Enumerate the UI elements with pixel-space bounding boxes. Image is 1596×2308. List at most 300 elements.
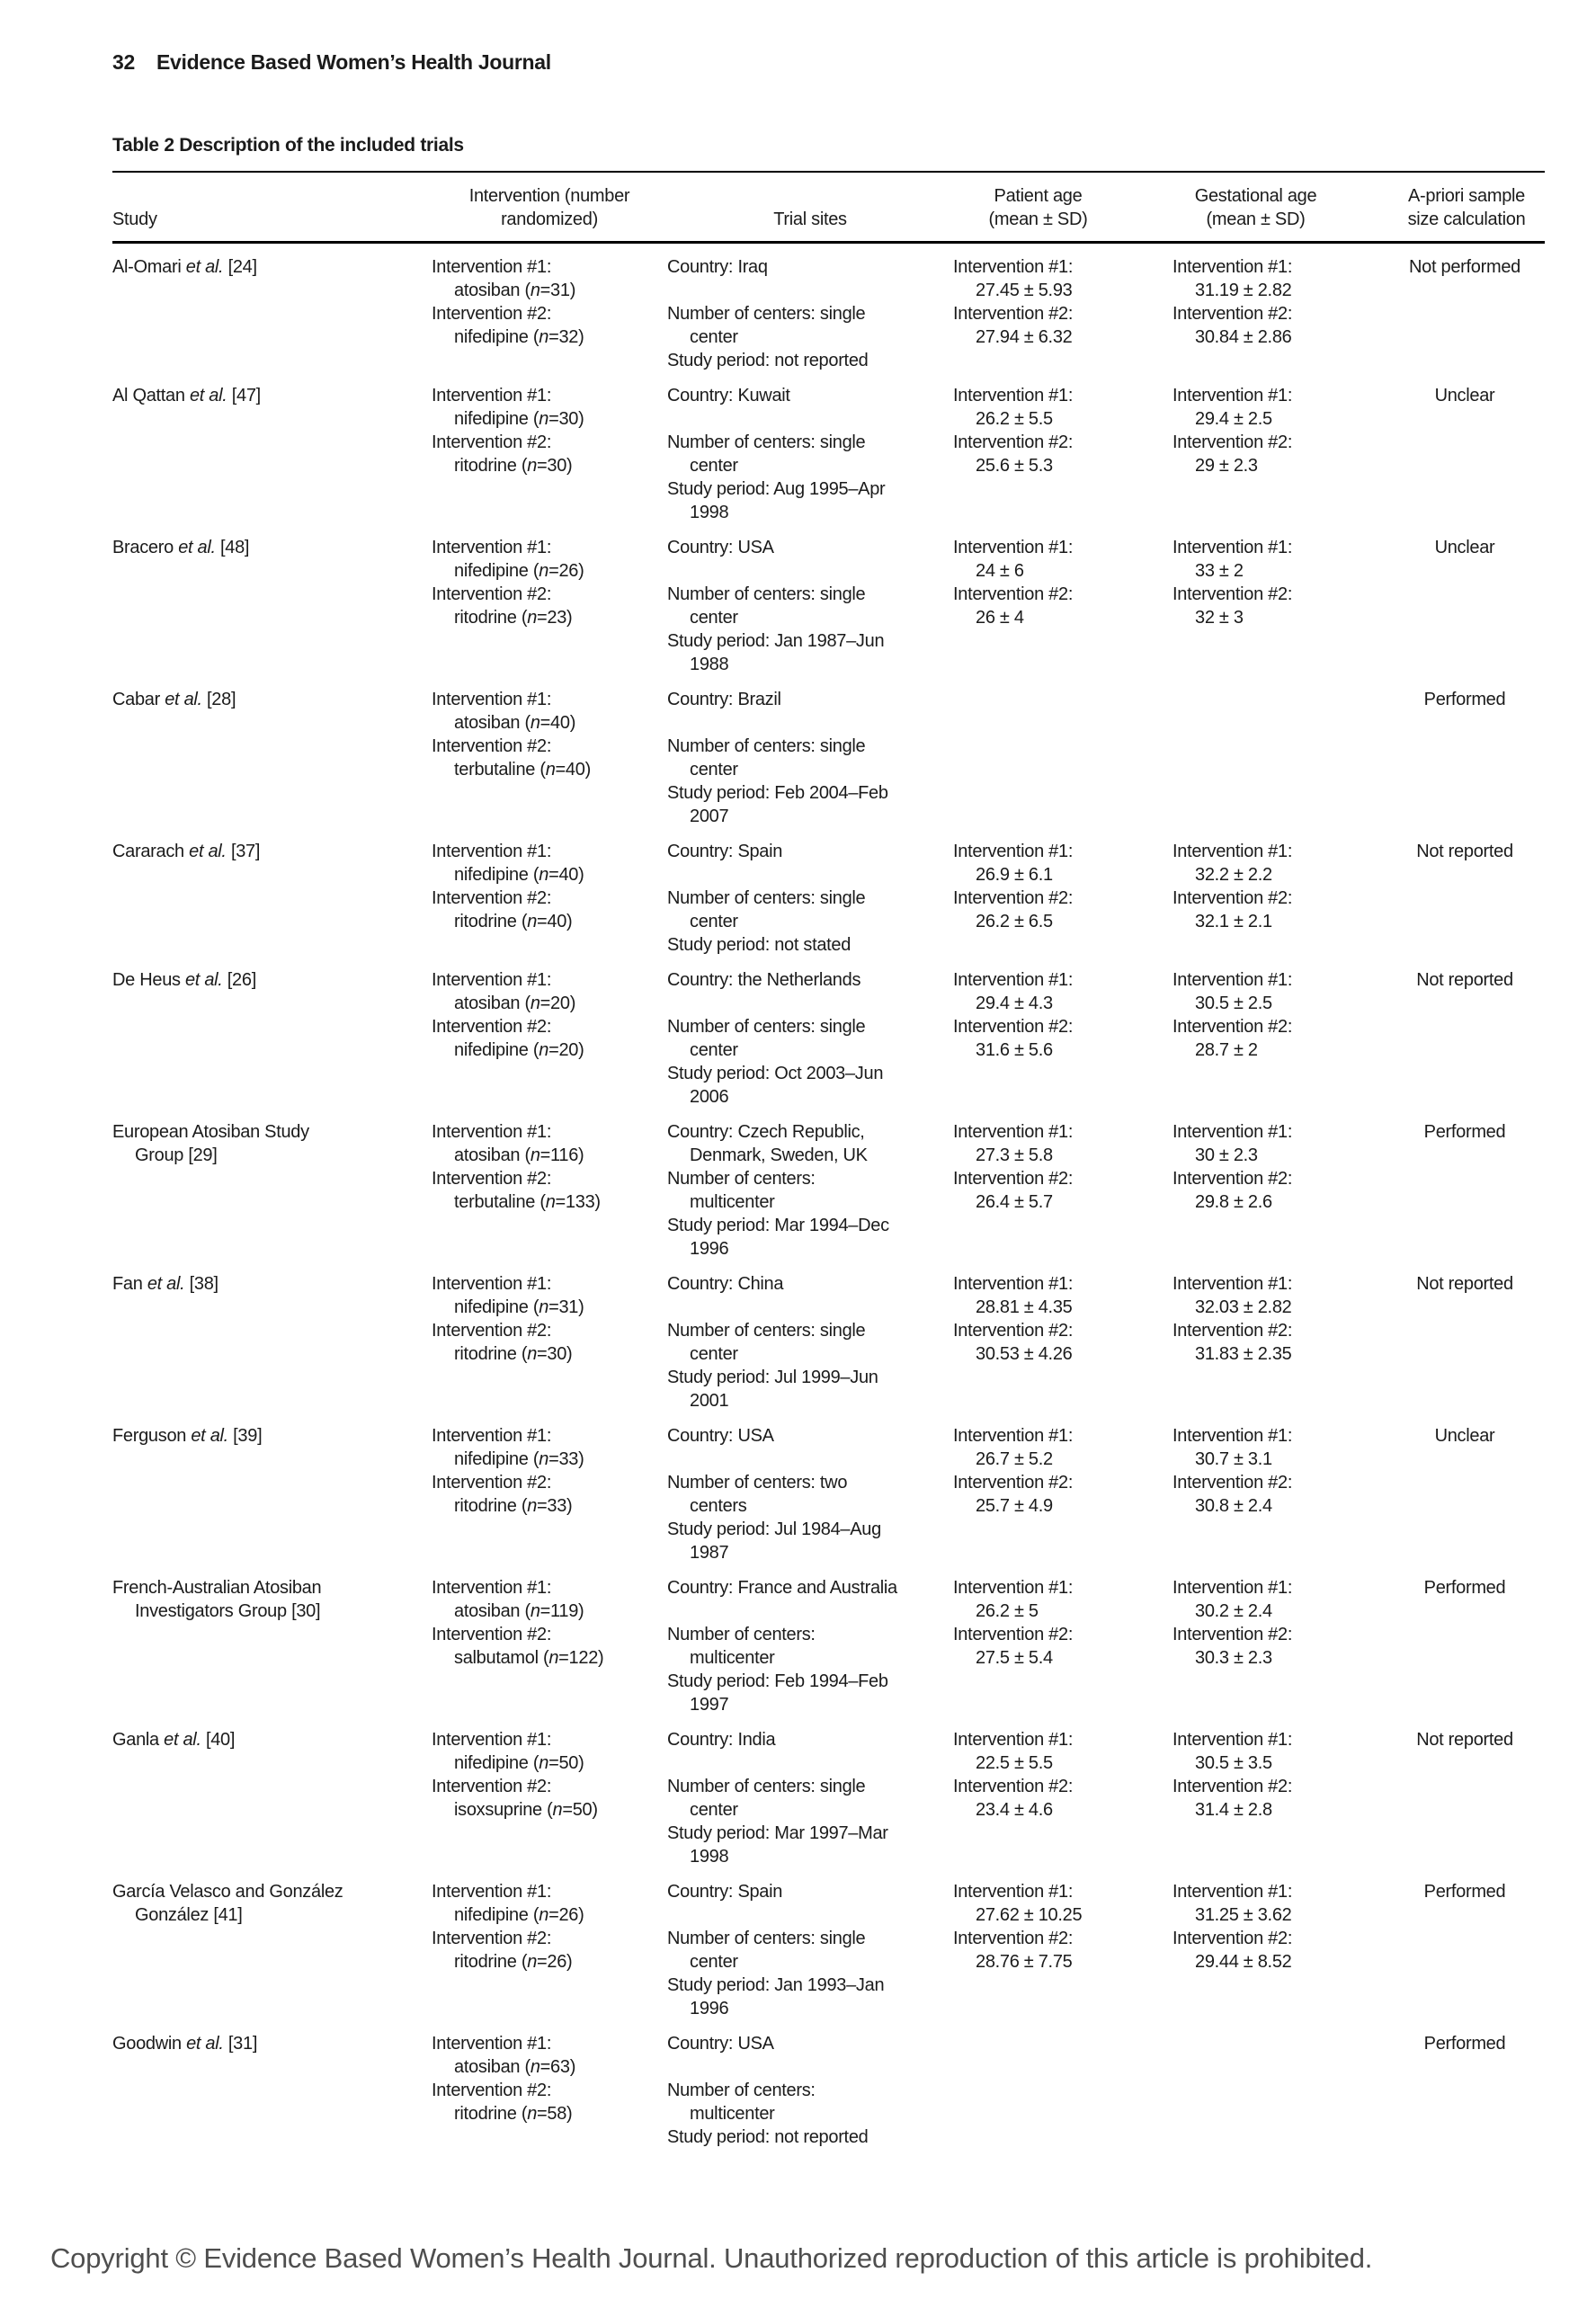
apriori-sample-size-cell: [1388, 1109, 1545, 1261]
apriori-sample-size-cell: [1388, 828, 1545, 957]
gestational-age-cell: [1172, 957, 1388, 1109]
cell-block: [432, 1319, 656, 1366]
text-line: Study period: Oct 2003–Jun: [667, 1064, 884, 1083]
study-cell: [112, 243, 432, 373]
cell-block: [432, 384, 656, 431]
text-line: Intervention #2:: [953, 1169, 1074, 1189]
text-line: Intervention #2:: [1172, 1777, 1293, 1796]
cell-block: [432, 735, 656, 781]
text-line: Country: France and Australia: [667, 1578, 897, 1598]
intervention-cell: [432, 524, 667, 676]
text-line: Ferguson et al. [39]: [112, 1426, 263, 1446]
text-line: 30.2 ± 2.4: [1195, 1601, 1272, 1621]
text-line: Intervention #1:: [1172, 1730, 1293, 1750]
cell-block: [953, 536, 1162, 583]
text-line: Intervention #2:: [1172, 304, 1293, 324]
text-line: atosiban (n=40): [454, 713, 576, 733]
text-line: Intervention #2:: [432, 584, 552, 604]
text-line: nifedipine (n=50): [454, 1753, 584, 1773]
text-line: 26 ± 4: [976, 608, 1024, 628]
text-line: Intervention #2:: [1172, 1017, 1293, 1037]
text-line: 28.7 ± 2: [1195, 1040, 1258, 1060]
text-line: Number of centers: single: [667, 888, 866, 908]
text-line: Intervention #1:: [953, 1882, 1074, 1902]
text-line: Intervention #2:: [1172, 1625, 1293, 1644]
text-line: Number of centers:: [667, 1169, 816, 1189]
table-row: [112, 2020, 1545, 2149]
gestational-age-cell: [1172, 828, 1388, 957]
trial-sites-cell: [667, 243, 953, 373]
cell-block: [667, 1366, 942, 1412]
text-line: Intervention #1:: [953, 1426, 1074, 1446]
text-line: 31.6 ± 5.6: [976, 1040, 1053, 1060]
study-cell: [112, 1412, 432, 1564]
copyright-footer: Copyright © Evidence Based Women’s Health Journal. Unauthorized reproduction of this article is prohibited.: [50, 2242, 1373, 2274]
text-line: Country: the Netherlands: [667, 970, 861, 990]
cell-block: [1172, 1424, 1378, 1471]
text-line: atosiban (n=20): [454, 994, 576, 1013]
table-row: [112, 1412, 1545, 1564]
text-line: Intervention #2:: [432, 888, 552, 908]
text-line: Intervention #1:: [1172, 538, 1293, 557]
text-line: center: [690, 608, 738, 628]
text-line: Fan et al. [38]: [112, 1274, 218, 1294]
page-header: [112, 50, 551, 75]
text-line: Intervention #2:: [432, 2081, 552, 2100]
cell-block: [667, 781, 942, 828]
text-line: 32.2 ± 2.2: [1195, 865, 1272, 885]
text-line: Not performed: [1409, 257, 1520, 277]
cell-block: [667, 735, 942, 781]
cell-block: [667, 349, 942, 372]
study-cell: [112, 524, 432, 676]
gestational-age-cell: [1172, 1109, 1388, 1261]
table-body: [112, 243, 1545, 2150]
cell-block: [667, 1471, 942, 1518]
cell-block: [667, 1518, 942, 1564]
journal-name: Evidence Based Women’s Health Journal: [156, 50, 551, 74]
cell-block: [667, 1728, 942, 1775]
text-line: Intervention #1:: [432, 1578, 552, 1598]
text-line: center: [690, 912, 738, 931]
text-line: Country: Spain: [667, 1882, 783, 1902]
text-line: Intervention #2:: [432, 304, 552, 324]
text-line: Intervention #1:: [432, 538, 552, 557]
text-line: 27.94 ± 6.32: [976, 327, 1073, 347]
cell-block: [1172, 1576, 1378, 1623]
text-line: multicenter: [690, 1648, 775, 1668]
cell-block: [1172, 1015, 1378, 1062]
text-line: Intervention #1:: [953, 1122, 1074, 1142]
text-line: 23.4 ± 4.6: [976, 1800, 1053, 1820]
cell-block: [1172, 840, 1378, 887]
text-line: Intervention #2:: [432, 1169, 552, 1189]
text-line: 30.3 ± 2.3: [1195, 1648, 1272, 1668]
cell-block: [667, 2032, 942, 2079]
study-cell: [112, 1261, 432, 1412]
cell-block: [432, 968, 656, 1015]
text-line: ritodrine (n=30): [454, 456, 573, 476]
text-line: ritodrine (n=40): [454, 912, 573, 931]
cell-block: [953, 583, 1162, 629]
text-line: 2001: [690, 1391, 729, 1411]
text-line: 31.83 ± 2.35: [1195, 1344, 1292, 1364]
text-line: Intervention #2:: [432, 1473, 552, 1493]
trial-sites-cell: [667, 1564, 953, 1716]
cell-block: [667, 840, 942, 887]
text-line: nifedipine (n=26): [454, 1905, 584, 1925]
text-line: Intervention #1:: [432, 1274, 552, 1294]
cell-block: [1172, 968, 1378, 1015]
text-line: Study period: not reported: [667, 2127, 869, 2147]
text-line: Country: Brazil: [667, 690, 781, 709]
text-line: multicenter: [690, 2104, 775, 2124]
text-line: 25.6 ± 5.3: [976, 456, 1053, 476]
apriori-sample-size-cell: [1388, 676, 1545, 828]
text-line: European Atosiban Study: [112, 1122, 309, 1142]
text-line: Intervention #1:: [1172, 1274, 1293, 1294]
patient-age-cell: [953, 372, 1172, 524]
intervention-cell: [432, 1564, 667, 1716]
col-header-sites: [667, 172, 953, 243]
table-row: [112, 1109, 1545, 1261]
study-cell: [112, 676, 432, 828]
cell-block: [432, 583, 656, 629]
text-line: Cararach et al. [37]: [112, 842, 261, 861]
cell-block: [1172, 1880, 1378, 1927]
text-line: size calculation: [1407, 209, 1526, 229]
text-line: Intervention #1:: [953, 1274, 1074, 1294]
text-line: Number of centers: two: [667, 1473, 848, 1493]
text-line: atosiban (n=119): [454, 1601, 584, 1621]
text-line: center: [690, 1952, 738, 1972]
text-line: Number of centers: single: [667, 584, 866, 604]
text-line: García Velasco and González: [112, 1882, 343, 1902]
cell-block: [667, 1775, 942, 1822]
text-line: Goodwin et al. [31]: [112, 2034, 258, 2054]
text-line: Al Qattan et al. [47]: [112, 386, 261, 405]
apriori-sample-size-cell: [1388, 243, 1545, 373]
text-line: Intervention #1:: [953, 538, 1074, 557]
apriori-sample-size-cell: [1388, 1868, 1545, 2020]
table-row: [112, 1868, 1545, 2020]
text-line: 22.5 ± 5.5: [976, 1753, 1053, 1773]
text-line: Intervention (number: [468, 186, 630, 206]
cell-block: [667, 887, 942, 933]
col-header-study: [112, 172, 432, 243]
text-line: Intervention #1:: [953, 842, 1074, 861]
cell-block: [432, 1120, 656, 1167]
text-line: 29.4 ± 2.5: [1195, 409, 1272, 429]
text-line: Country: Iraq: [667, 257, 768, 277]
cell-block: [1172, 1623, 1378, 1670]
cell-block: [667, 933, 942, 957]
text-line: 2006: [690, 1087, 729, 1107]
trial-sites-cell: [667, 1261, 953, 1412]
study-cell: [112, 1109, 432, 1261]
trial-sites-cell: [667, 2020, 953, 2149]
trials-table: [112, 171, 1545, 2149]
text-line: center: [690, 1344, 738, 1364]
gestational-age-cell: [1172, 1564, 1388, 1716]
text-line: atosiban (n=63): [454, 2057, 576, 2077]
cell-block: [667, 302, 942, 349]
study-cell: [112, 1868, 432, 2020]
text-line: terbutaline (n=40): [454, 760, 591, 780]
text-line: 1996: [690, 1999, 729, 2018]
cell-block: [953, 302, 1162, 349]
text-line: Study period: Jan 1987–Jun: [667, 631, 885, 651]
text-line: Not reported: [1416, 970, 1513, 990]
text-line: 26.7 ± 5.2: [976, 1449, 1053, 1469]
study-cell: [112, 2020, 432, 2149]
cell-block: [953, 968, 1162, 1015]
text-line: 31.4 ± 2.8: [1195, 1800, 1272, 1820]
patient-age-cell: [953, 1564, 1172, 1716]
table-row: [112, 828, 1545, 957]
gestational-age-cell: [1172, 372, 1388, 524]
text-line: Intervention #1:: [432, 386, 552, 405]
text-line: Intervention #2:: [953, 888, 1074, 908]
apriori-sample-size-cell: [1388, 957, 1545, 1109]
text-line: Intervention #2:: [1172, 584, 1293, 604]
text-line: Intervention #2:: [432, 736, 552, 756]
text-line: Group [29]: [135, 1145, 218, 1165]
text-line: 32 ± 3: [1195, 608, 1244, 628]
text-line: Gestational age: [1194, 186, 1317, 206]
cell-block: [953, 255, 1162, 302]
text-line: Intervention #1:: [432, 2034, 552, 2054]
text-line: 33 ± 2: [1195, 561, 1244, 581]
trial-sites-cell: [667, 1716, 953, 1868]
cell-block: [953, 1728, 1162, 1775]
text-line: Study period: Mar 1994–Dec: [667, 1216, 889, 1235]
table-header-row: [112, 172, 1545, 243]
trial-sites-cell: [667, 828, 953, 957]
cell-block: [667, 1062, 942, 1109]
text-line: 26.2 ± 5: [976, 1601, 1039, 1621]
text-line: 29.8 ± 2.6: [1195, 1192, 1272, 1212]
intervention-cell: [432, 1412, 667, 1564]
intervention-cell: [432, 676, 667, 828]
text-line: Unclear: [1434, 386, 1495, 405]
text-line: 28.76 ± 7.75: [976, 1952, 1073, 1972]
text-line: Study period: Jul 1999–Jun: [667, 1368, 878, 1387]
cell-block: [432, 2079, 656, 2125]
col-header-patient-age: [953, 172, 1172, 243]
text-line: Number of centers: single: [667, 736, 866, 756]
cell-block: [1172, 302, 1378, 349]
intervention-cell: [432, 957, 667, 1109]
cell-block: [432, 1576, 656, 1623]
patient-age-cell: [953, 1109, 1172, 1261]
text-line: Investigators Group [30]: [135, 1601, 321, 1621]
cell-block: [667, 583, 942, 629]
text-line: 27.62 ± 10.25: [976, 1905, 1083, 1925]
cell-block: [953, 1167, 1162, 1214]
text-line: nifedipine (n=30): [454, 409, 584, 429]
cell-block: [667, 1167, 942, 1214]
cell-block: [1172, 1272, 1378, 1319]
text-line: 29 ± 2.3: [1195, 456, 1258, 476]
text-line: Intervention #1:: [432, 1882, 552, 1902]
text-line: 1988: [690, 655, 729, 674]
text-line: 27.45 ± 5.93: [976, 281, 1073, 300]
text-line: 31.25 ± 3.62: [1195, 1905, 1292, 1925]
text-line: Study period: Feb 1994–Feb: [667, 1671, 888, 1691]
cell-block: [667, 1120, 942, 1167]
text-line: Intervention #1:: [1172, 1578, 1293, 1598]
table-row: [112, 957, 1545, 1109]
text-line: Number of centers: single: [667, 1017, 866, 1037]
table-header: [112, 172, 1545, 243]
text-line: randomized): [501, 209, 598, 229]
cell-block: [667, 1822, 942, 1868]
text-line: Intervention #1:: [432, 1730, 552, 1750]
patient-age-cell: [953, 828, 1172, 957]
gestational-age-cell: [1172, 243, 1388, 373]
cell-block: [953, 1927, 1162, 1974]
cell-block: [432, 1015, 656, 1062]
text-line: 1997: [690, 1695, 729, 1715]
cell-block: [667, 1272, 942, 1319]
text-line: 26.2 ± 6.5: [976, 912, 1053, 931]
text-line: Intervention #1:: [432, 690, 552, 709]
table-row: [112, 243, 1545, 373]
text-line: 30.5 ± 2.5: [1195, 994, 1272, 1013]
text-line: Number of centers: single: [667, 1929, 866, 1948]
text-line: nifedipine (n=32): [454, 327, 584, 347]
table-title: Table 2 Description of the included trials: [112, 135, 464, 156]
cell-block: [953, 1880, 1162, 1927]
text-line: Intervention #1:: [953, 1578, 1074, 1598]
cell-block: [1172, 536, 1378, 583]
table-row: [112, 1261, 1545, 1412]
patient-age-cell: [953, 1261, 1172, 1412]
cell-block: [1172, 255, 1378, 302]
text-line: Not reported: [1416, 842, 1513, 861]
cell-block: [667, 1319, 942, 1366]
cell-block: [432, 1167, 656, 1214]
text-line: Intervention #1:: [432, 1122, 552, 1142]
cell-block: [953, 840, 1162, 887]
trial-sites-cell: [667, 1109, 953, 1261]
patient-age-cell: [953, 524, 1172, 676]
text-line: Intervention #1:: [432, 970, 552, 990]
text-line: 30.53 ± 4.26: [976, 1344, 1073, 1364]
trial-sites-cell: [667, 524, 953, 676]
text-line: 1987: [690, 1543, 729, 1563]
col-header-gestational-age: [1172, 172, 1388, 243]
apriori-sample-size-cell: [1388, 2020, 1545, 2149]
cell-block: [1172, 431, 1378, 477]
apriori-sample-size-cell: [1388, 1716, 1545, 1868]
cell-block: [432, 840, 656, 887]
cell-block: [667, 1424, 942, 1471]
text-line: 31.19 ± 2.82: [1195, 281, 1292, 300]
text-line: Intervention #2:: [432, 1017, 552, 1037]
text-line: Country: Czech Republic,: [667, 1122, 865, 1142]
text-line: center: [690, 327, 738, 347]
cell-block: [432, 302, 656, 349]
apriori-sample-size-cell: [1388, 372, 1545, 524]
text-line: Study period: not stated: [667, 935, 851, 955]
gestational-age-cell: [1172, 524, 1388, 676]
text-line: A-priori sample: [1408, 186, 1525, 206]
cell-block: [667, 2125, 942, 2149]
text-line: ritodrine (n=26): [454, 1952, 573, 1972]
table-row: [112, 676, 1545, 828]
text-line: 30.5 ± 3.5: [1195, 1753, 1272, 1773]
text-line: Not reported: [1416, 1274, 1513, 1294]
patient-age-cell: [953, 243, 1172, 373]
text-line: Intervention #1:: [432, 842, 552, 861]
study-cell: [112, 1564, 432, 1716]
text-line: Intervention #1:: [1172, 1122, 1293, 1142]
gestational-age-cell: [1172, 1261, 1388, 1412]
text-line: terbutaline (n=133): [454, 1192, 601, 1212]
text-line: Intervention #2:: [1172, 1929, 1293, 1948]
gestational-age-cell: [1172, 1716, 1388, 1868]
cell-block: [432, 1927, 656, 1974]
cell-block: [667, 477, 942, 524]
cell-block: [1172, 1319, 1378, 1366]
cell-block: [667, 1576, 942, 1623]
patient-age-cell: [953, 1716, 1172, 1868]
cell-block: [953, 1015, 1162, 1062]
study-cell: [112, 957, 432, 1109]
trial-sites-cell: [667, 372, 953, 524]
text-line: nifedipine (n=31): [454, 1297, 584, 1317]
text-line: nifedipine (n=33): [454, 1449, 584, 1469]
patient-age-cell: [953, 2020, 1172, 2149]
text-line: 32.1 ± 2.1: [1195, 912, 1272, 931]
text-line: Intervention #2:: [432, 1321, 552, 1341]
text-line: Not reported: [1416, 1730, 1513, 1750]
text-line: Unclear: [1434, 538, 1495, 557]
gestational-age-cell: [1172, 2020, 1388, 2149]
text-line: Country: India: [667, 1730, 776, 1750]
text-line: Country: USA: [667, 538, 774, 557]
apriori-sample-size-cell: [1388, 524, 1545, 676]
text-line: Intervention #1:: [953, 1730, 1074, 1750]
text-line: Intervention #2:: [1172, 1473, 1293, 1493]
cell-block: [667, 968, 942, 1015]
cell-block: [1172, 1927, 1378, 1974]
cell-block: [667, 688, 942, 735]
cell-block: [1172, 1728, 1378, 1775]
text-line: (mean ± SD): [1206, 209, 1306, 229]
text-line: 26.9 ± 6.1: [976, 865, 1053, 885]
text-line: Intervention #2:: [953, 584, 1074, 604]
cell-block: [667, 1670, 942, 1716]
cell-block: [667, 536, 942, 583]
trial-sites-cell: [667, 1412, 953, 1564]
text-line: Country: Spain: [667, 842, 783, 861]
text-line: Intervention #1:: [1172, 386, 1293, 405]
text-line: 29.4 ± 4.3: [976, 994, 1053, 1013]
text-line: 26.4 ± 5.7: [976, 1192, 1053, 1212]
text-line: Study period: Aug 1995–Apr: [667, 479, 886, 499]
text-line: 30.84 ± 2.86: [1195, 327, 1292, 347]
text-line: Intervention #2:: [953, 1017, 1074, 1037]
text-line: Intervention #2:: [432, 432, 552, 452]
text-line: center: [690, 456, 738, 476]
col-header-apriori: [1388, 172, 1545, 243]
intervention-cell: [432, 1261, 667, 1412]
apriori-sample-size-cell: [1388, 1412, 1545, 1564]
cell-block: [953, 384, 1162, 431]
